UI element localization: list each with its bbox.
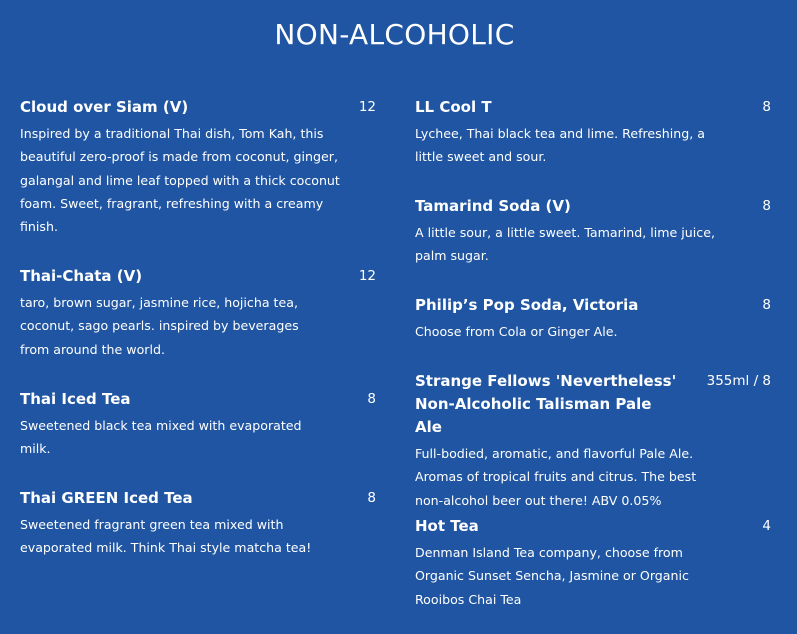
- item-description: Inspired by a traditional Thai dish, Tom Kah, this beautiful zero-proof is made from coconut, ginger, galangal and lime leaf topped with a thick coconut foam. Sweet, fragrant, refreshing with a creamy finish.: [20, 126, 340, 235]
- menu-item-hot-tea: [415, 515, 771, 611]
- menu-item-ll-cool-t: [415, 96, 771, 169]
- item-name: Tamarind Soda (V): [415, 197, 571, 215]
- item-price: 12: [358, 99, 376, 115]
- section-title: NON-ALCOHOLIC: [274, 18, 515, 51]
- item-name: Philip’s Pop Soda, Victoria: [415, 296, 639, 314]
- item-description: Denman Island Tea company, choose from Organic Sunset Sencha, Jasmine or Organic Rooibos Chai Tea: [415, 545, 689, 607]
- item-name: Thai-Chata (V): [20, 267, 143, 285]
- item-price: 355ml / 8: [706, 373, 771, 389]
- item-name: Thai GREEN Iced Tea: [20, 489, 193, 507]
- menu-item-thai-iced-tea: [20, 388, 376, 461]
- item-description: Choose from Cola or Ginger Ale.: [415, 324, 618, 339]
- menu-item-tamarind-soda: [415, 195, 771, 268]
- item-description: Lychee, Thai black tea and lime. Refreshing, a little sweet and sour.: [415, 126, 705, 165]
- item-description: A little sour, a little sweet. Tamarind, lime juice, palm sugar.: [415, 225, 715, 264]
- item-name: Strange Fellows 'Nevertheless' Non-Alcoholic Talisman Pale Ale: [415, 372, 677, 436]
- item-description: Sweetened black tea mixed with evaporated milk.: [20, 418, 302, 457]
- item-name: Hot Tea: [415, 517, 479, 535]
- item-price: 8: [762, 198, 771, 214]
- menu-item-thai-green-iced-tea: [20, 487, 376, 560]
- item-price: 8: [367, 391, 376, 407]
- item-description: taro, brown sugar, jasmine rice, hojicha tea, coconut, sago pearls. inspired by beverages from around the world.: [20, 295, 299, 357]
- item-price: 12: [358, 268, 376, 284]
- menu-item-philips-pop-soda: [415, 294, 771, 343]
- item-name: LL Cool T: [415, 98, 492, 116]
- menu-item-thai-chata: [20, 265, 376, 361]
- item-price: 8: [762, 99, 771, 115]
- item-name: Cloud over Siam (V): [20, 98, 189, 116]
- item-price: 8: [367, 490, 376, 506]
- item-name: Thai Iced Tea: [20, 390, 131, 408]
- menu-item-cloud-over-siam: [20, 96, 376, 238]
- item-description: Full-bodied, aromatic, and flavorful Pale Ale. Aromas of tropical fruits and citrus. The best non-alcohol beer out there! ABV 0.05%: [415, 446, 697, 508]
- item-description: Sweetened fragrant green tea mixed with evaporated milk. Think Thai style matcha tea!: [20, 517, 312, 556]
- menu-item-strange-fellows-pale-ale: [415, 370, 771, 512]
- item-price: 8: [762, 297, 771, 313]
- item-price: 4: [762, 518, 771, 534]
